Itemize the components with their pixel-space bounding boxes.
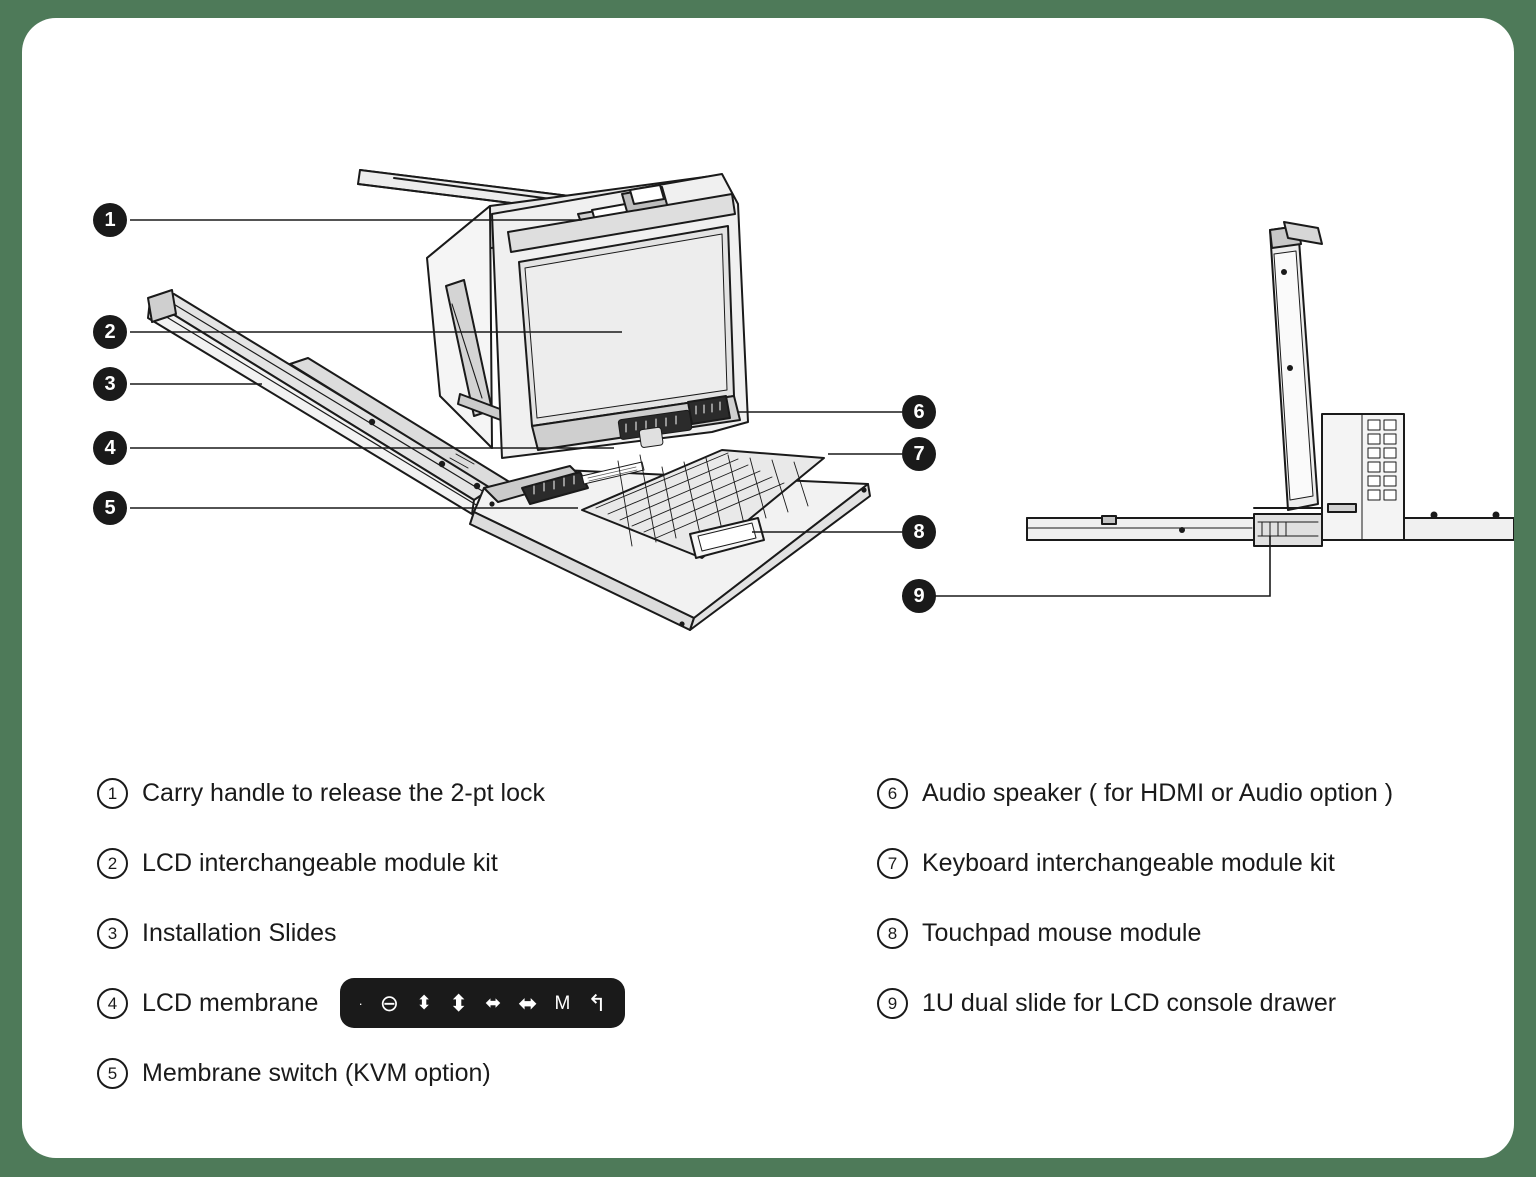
legend-item-6 — [877, 758, 1497, 828]
callout-2: 2 — [93, 315, 127, 349]
legend-label-8: Touchpad mouse module — [922, 918, 1202, 947]
diagram-page — [22, 18, 1514, 1158]
legend-label-5: Membrane switch (KVM option) — [142, 1058, 491, 1087]
legend-number-6: 6 — [877, 778, 908, 809]
legend-number-2: 2 — [97, 848, 128, 879]
up-down-small-icon[interactable]: ⬍ — [416, 992, 432, 1014]
legend-number-5: 5 — [97, 1058, 128, 1089]
legend-column-left — [97, 758, 737, 1108]
legend-label-1: Carry handle to release the 2-pt lock — [142, 778, 545, 807]
legend-label-3: Installation Slides — [142, 918, 337, 947]
callout-3: 3 — [93, 367, 127, 401]
up-down-icon[interactable]: ⬍ — [449, 989, 469, 1016]
left-right-icon[interactable]: ⬌ — [518, 989, 538, 1016]
legend-number-9: 9 — [877, 988, 908, 1019]
callout-4: 4 — [93, 431, 127, 465]
legend-number-3: 3 — [97, 918, 128, 949]
callout-5: 5 — [93, 491, 127, 525]
legend-item-2 — [97, 828, 737, 898]
product-illustration — [22, 18, 1514, 668]
legend-label-6: Audio speaker ( for HDMI or Audio option ) — [922, 778, 1394, 807]
legend-item-7 — [877, 828, 1497, 898]
legend-column-right — [877, 758, 1497, 1038]
legend-number-7: 7 — [877, 848, 908, 879]
legend-number-1: 1 — [97, 778, 128, 809]
legend-item-4 — [97, 968, 737, 1038]
return-arrow-icon[interactable]: ↰ — [587, 989, 607, 1016]
legend-number-8: 8 — [877, 918, 908, 949]
legend-label-7: Keyboard interchangeable module kit — [922, 848, 1335, 877]
legend-label-9: 1U dual slide for LCD console drawer — [922, 988, 1337, 1017]
callout-1: 1 — [93, 203, 127, 237]
legend-number-4: 4 — [97, 988, 128, 1019]
menu-m-icon[interactable]: M — [554, 992, 571, 1014]
legend-label-2: LCD interchangeable module kit — [142, 848, 498, 877]
legend-item-9 — [877, 968, 1497, 1038]
legend-item-5 — [97, 1038, 737, 1108]
lcd-membrane-strip — [340, 978, 624, 1028]
callout-8: 8 — [902, 515, 936, 549]
dot-icon[interactable]: · — [358, 995, 363, 1011]
power-minus-icon[interactable]: ⊖ — [379, 989, 400, 1016]
callout-6: 6 — [902, 395, 936, 429]
legend-item-8 — [877, 898, 1497, 968]
callout-7: 7 — [902, 437, 936, 471]
legend-item-3 — [97, 898, 737, 968]
callout-9: 9 — [902, 579, 936, 613]
legend-label-4: LCD membrane — [142, 988, 319, 1017]
legend-item-1 — [97, 758, 737, 828]
lcd-console-drawing — [22, 18, 1514, 668]
left-right-small-icon[interactable]: ⬌ — [485, 992, 502, 1014]
legend — [22, 758, 1514, 1098]
